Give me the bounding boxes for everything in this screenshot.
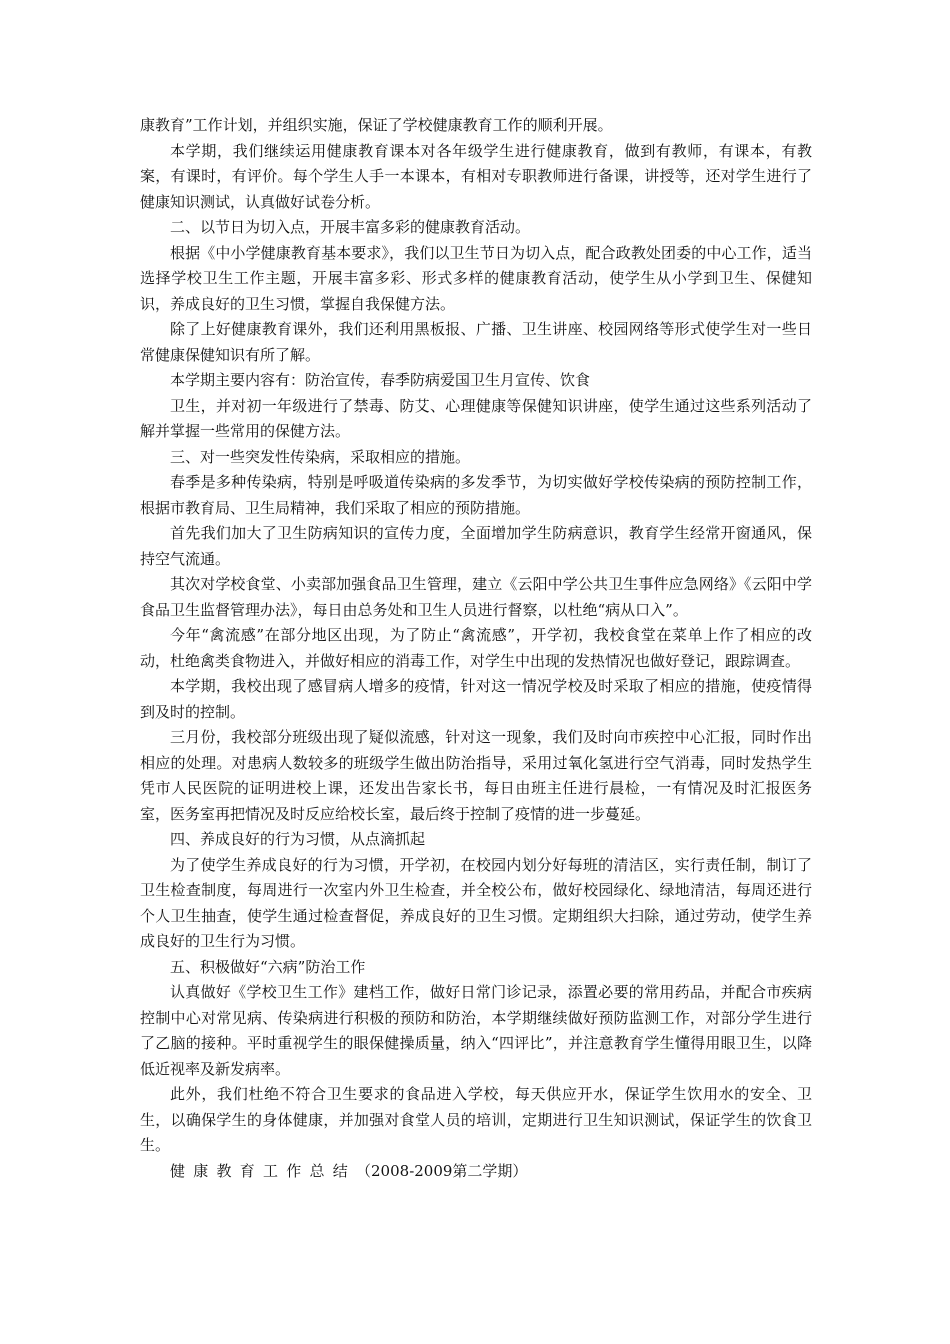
paragraph-cold-epidemic: 本学期，我校出现了感冒病人增多的疫情，针对这一情况学校及时采取了相应的措施，使疫情得到及时的控制。 bbox=[140, 677, 812, 721]
document-page bbox=[140, 113, 812, 1184]
paragraph-other-forms: 除了上好健康教育课外，我们还利用黑板报、广播、卫生讲座、校园网络等形式使学生对一些日常健康保健知识有所了解。 bbox=[140, 320, 812, 364]
paragraph-spring-diseases: 春季是多种传染病，特别是呼吸道传染病的多发季节，为切实做好学校传染病的预防控制工作，根据市教育局、卫生局精神，我们采取了相应的预防措施。 bbox=[140, 473, 812, 517]
paragraph-six-diseases: 认真做好《学校卫生工作》建档工作，做好日常门诊记录，添置必要的常用药品，并配合市疾病控制中心对常见病、传染病进行积极的预防和防治，本学期继续做好预防监测工作，对部分学生进行了乙脑的接种。平时重视学生的眼保健操质量，纳入“四评比”，并注意教育学生懂得用眼卫生，以降低近视率及新发病率。 bbox=[140, 983, 812, 1078]
paragraph-main-content: 本学期主要内容有：防治宣传，春季防病爱国卫生月宣传、饮食 bbox=[170, 371, 591, 389]
paragraph-food-safety: 此外，我们杜绝不符合卫生要求的食品进入学校，每天供应开水，保证学生饮用水的安全、卫生，以确保学生的身体健康，并加强对食堂人员的培训，定期进行卫生知识测试，保证学生的饮食卫生。 bbox=[140, 1085, 812, 1154]
paragraph-bird-flu: 今年“禽流感”在部分地区出现，为了防止“禽流感”，开学初，我校食堂在菜单上作了相应的改动，杜绝禽类食物进入，并做好相应的消毒工作，对学生中出现的发热情况也做好登记，跟踪调查。 bbox=[140, 626, 812, 670]
footer-title-text: 健康教育工作总结 bbox=[170, 1161, 357, 1180]
document-footer-title bbox=[140, 1159, 812, 1185]
paragraph-health-course: 本学期，我们继续运用健康教育课本对各年级学生进行健康教育，做到有教师，有课本，有教案，有课时，有评价。每个学生人手一本课本，有相对专职教师进行备课，讲授等，还对学生进行了健康知识测试，认真做好试卷分析。 bbox=[140, 141, 812, 211]
section-heading-4: 四、养成良好的行为习惯，从点滴抓起 bbox=[170, 830, 426, 848]
section-heading-5: 五、积极做好“六病”防治工作 bbox=[170, 957, 366, 976]
paragraph-first-measure: 首先我们加大了卫生防病知识的宣传力度，全面增加学生防病意识，教育学生经常开窗通风，保持空气流通。 bbox=[140, 524, 812, 568]
paragraph-festival-activities: 根据《中小学健康教育基本要求》，我们以卫生节日为切入点，配合政教处团委的中心工作，适当选择学校卫生工作主题，开展丰富多彩、形式多样的健康教育活动，使学生从小学到卫生、保健知识，养成良好的卫生习惯，掌握自我保健方法。 bbox=[140, 243, 812, 313]
section-heading-3: 三、对一些突发性传染病，采取相应的措施。 bbox=[170, 447, 471, 466]
section-heading-2: 二、以节日为切入点，开展丰富多彩的健康教育活动。 bbox=[170, 218, 531, 236]
paragraph-lectures: 卫生，并对初一年级进行了禁毒、防艾、心理健康等保健知识讲座，使学生通过这些系列活动了解并掌握一些常用的保健方法。 bbox=[140, 396, 812, 440]
paragraph-march-flu: 三月份，我校部分班级出现了疑似流感，针对这一现象，我们及时向市疾控中心汇报，同时作出相应的处理。对患病人数较多的班级学生做出防治指导，采用过氧化氢进行空气消毒，同时发热学生凭市人民医院的证明进校上课，还发出告家长书，每日由班主任进行晨检，一有情况及时汇报医务室，医务室再把情况及时反应给校长室，最后终于控制了疫情的进一步蔓延。 bbox=[140, 728, 812, 823]
footer-period-text: （2008-2009第二学期） bbox=[356, 1161, 528, 1180]
paragraph-continued-intro: 康教育”工作计划，并组织实施，保证了学校健康教育工作的顺利开展。 bbox=[140, 116, 613, 134]
paragraph-habits: 为了使学生养成良好的行为习惯，开学初，在校园内划分好每班的清洁区，实行责任制，制订了卫生检查制度，每周进行一次室内外卫生检查，并全校公布，做好校园绿化、绿地清洁，每周还进行个人卫生抽查，使学生通过检查督促，养成良好的卫生习惯。定期组织大扫除，通过劳动，使学生养成良好的卫生行为习惯。 bbox=[140, 855, 812, 950]
paragraph-second-measure: 其次对学校食堂、小卖部加强食品卫生管理，建立《云阳中学公共卫生事件应急网络》《云阳中学食品卫生监督管理办法》，每日由总务处和卫生人员进行督察，以杜绝“病从口入”。 bbox=[140, 575, 812, 619]
